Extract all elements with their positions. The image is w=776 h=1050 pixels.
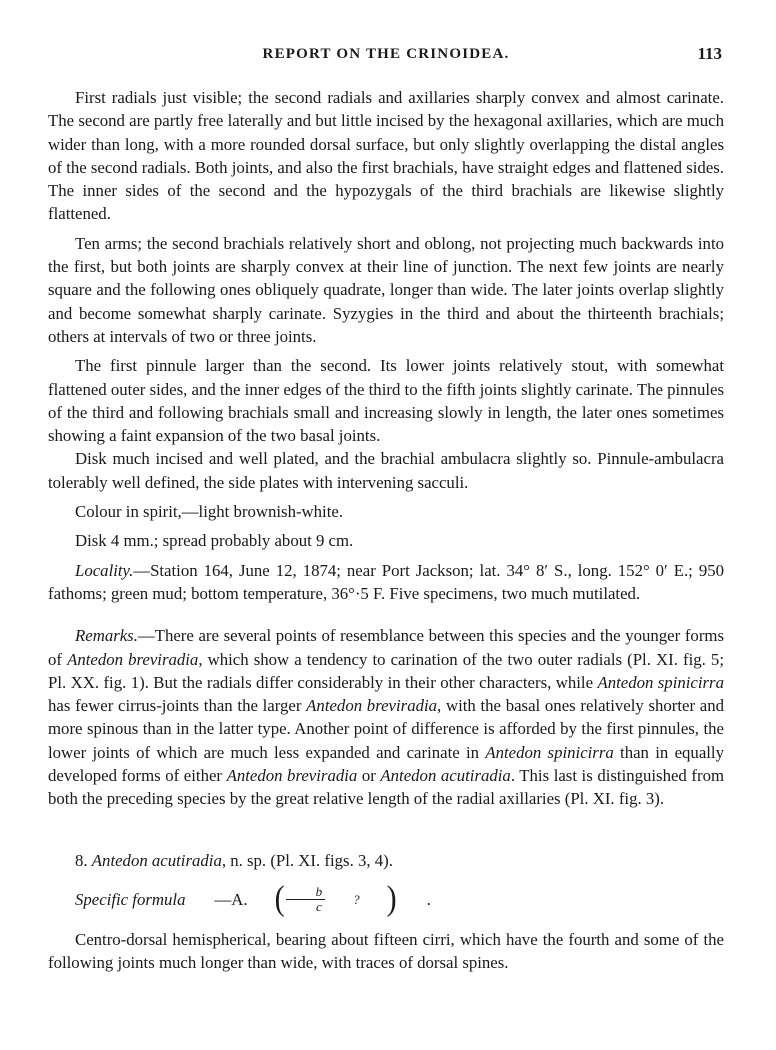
paragraph-arms: Ten arms; the second brachials relatively short and oblong, not projecting much backwards into the first, but both joints are sharply convex at their line of junction. The next few joints are nearly square and the following ones obliquely quadrate, longer than wide. The later joints overlap slightly and become somewhat sharply carinate. Syzygies in the third and about the thirteenth brachials; others at intervals of two or three joints.	[48, 233, 724, 346]
paragraph-centro-dorsal: Centro-dorsal hemispherical, bearing about fifteen cirri, which have the fourth and some of the following joints much longer than wide, with traces of dorsal spines.	[48, 929, 724, 973]
formula-paren-open: (	[274, 879, 285, 918]
locality-text: —Station 164, June 12, 1874; near Port Jackson; lat. 34° 8′ S., long. 152° 0′ E.; 950 fathoms; green mud; bottom temperature, 36°·5 F. Five specimens, two much mutilated.	[48, 560, 724, 603]
paragraph-colour: Colour in spirit,—light brownish-white.	[75, 502, 344, 522]
remarks-text: , which show a tendency to carination of the two outer radials (Pl. XI. fig. 5; Pl. XX. fig. 1). But the radials differ considerably in their other characters, while	[48, 649, 724, 692]
paragraph-disk: Disk much incised and well plated, and the brachial ambulacra slightly so. Pinnule-ambulacra tolerably well defined, the side plates with intervening sacculi.	[48, 449, 724, 492]
formula-numerator: b	[286, 885, 326, 900]
formula-period: .	[426, 890, 431, 910]
specific-formula	[48, 878, 724, 922]
remarks-label: Remarks.	[75, 626, 138, 646]
remarks-text: than in equally developed forms of either	[48, 742, 724, 786]
paragraph-measurements: Disk 4 mm.; spread probably about 9 cm.	[75, 531, 354, 551]
formula-paren-close: )	[386, 879, 397, 918]
species-ref: Antedon breviradia	[226, 766, 358, 786]
paragraph-radials: First radials just visible; the second radials and axillaries sharply convex and almost carinate. The second are partly free laterally and but little incised by the hexagonal axillaries, which are much wider than long, with a more rounded dorsal surface, but only slightly overlapping the distal angles of the second radials. Both joints, and also the first brachials, have straight edges and flattened sides. The inner sides of the second and the hypozygals of the third brachials are likewise slightly flattened.	[48, 88, 724, 224]
formula-fraction	[286, 885, 326, 914]
remarks-text: , with the basal ones relatively shorter and more spinous than in the latter type. Another point of difference is afforded by the first pinnules, the lower joints of which are much less expanded and carinate in	[48, 696, 725, 762]
locality-label: Locality.	[75, 560, 134, 580]
paragraph-locality	[48, 559, 724, 606]
paragraph-remarks	[48, 624, 724, 810]
remarks-text: or	[357, 766, 381, 786]
remarks-text: . This last is distinguished from both the preceding species by the great relative length of the radial axillaries (Pl. XI. fig. 3).	[48, 766, 725, 809]
species-heading	[48, 849, 724, 872]
page-body	[48, 86, 724, 975]
page-header	[48, 46, 724, 70]
species-ref: Antedon breviradia	[306, 696, 438, 716]
running-title: REPORT ON THE CRINOIDEA.	[262, 46, 510, 62]
remarks-text: has fewer cirrus-joints than the larger	[48, 696, 307, 716]
formula-denominator: c	[315, 899, 322, 915]
species-ref: Antedon acutiradia	[380, 766, 511, 786]
specific-formula-label: Specific formula	[75, 890, 186, 910]
species-ref: Antedon spinicirra	[485, 742, 614, 762]
species-heading-rest: , n. sp. (Pl. XI. figs. 3, 4).	[221, 850, 393, 870]
species-ref: Antedon spinicirra	[597, 672, 724, 692]
species-ref: Antedon breviradia	[67, 649, 199, 669]
species-number: 8.	[75, 850, 88, 870]
formula-question: ?	[353, 892, 360, 908]
remarks-text: —There are several points of resemblance between this species and the younger forms of	[48, 626, 724, 669]
paragraph-pinnules: The first pinnule larger than the second. Its lower joints relatively stout, with somewhat flattened outer sides, and the inner edges of the third to the fifth joints slightly carinate. The pinnules of the third and following brachials small and increasing slowly in length, the later ones sometimes showing a faint expansion of the two basal joints.	[48, 356, 724, 446]
page-number: 113	[697, 44, 722, 63]
formula-prefix: —A.	[214, 890, 248, 910]
species-name: Antedon acutiradia	[91, 850, 222, 870]
